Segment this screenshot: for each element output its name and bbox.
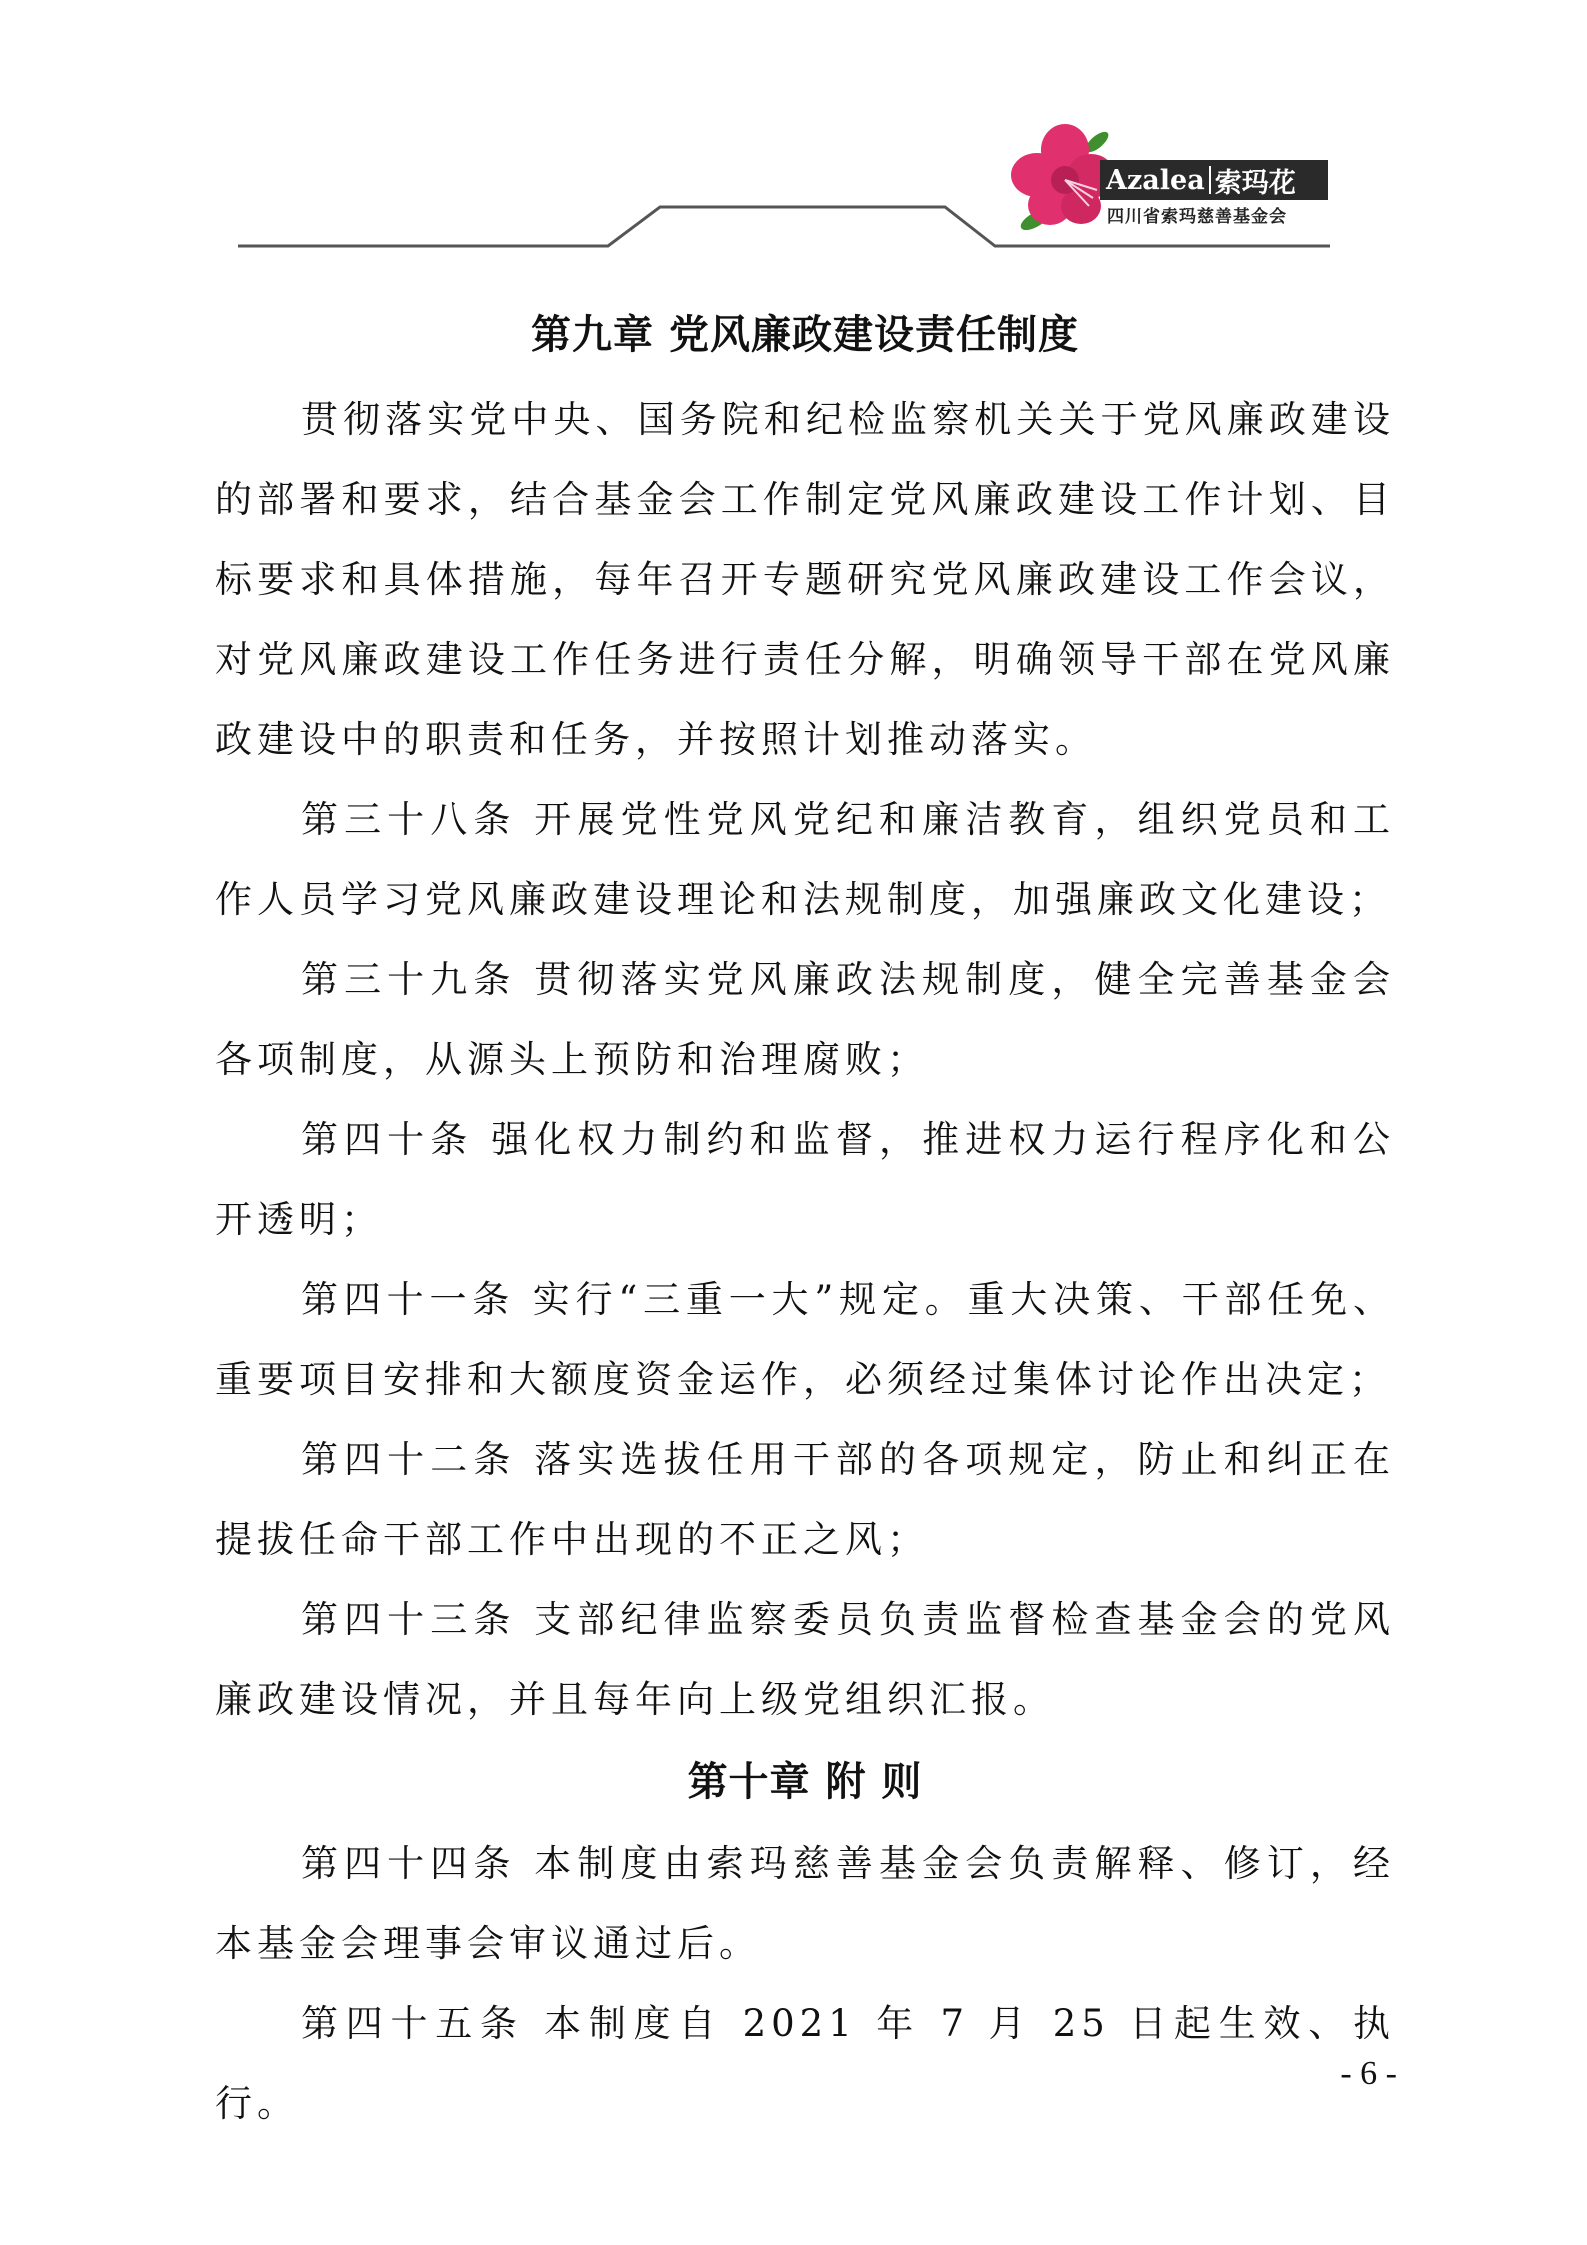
logo-banner [1100,160,1328,200]
article-38: 第三十八条 开展党性党风党纪和廉洁教育，组织党员和工作人员学习党风廉政建设理论和法规制度，加强廉政文化建设； [215,798,1395,921]
chapter-10-title: 第十章 附 则 [687,1759,923,1805]
foundation-logo [1005,120,1335,240]
logo-separator [1209,166,1211,194]
logo-brand-latin: Azalea [1106,164,1205,196]
chapter-9-title: 第九章 党风廉政建设责任制度 [531,312,1079,358]
article-41: 第四十一条 实行“三重一大”规定。重大决策、干部任免、重要项目安排和大额度资金运作，必须经过集体讨论作出决定； [215,1278,1395,1401]
article-42: 第四十二条 落实选拔任用干部的各项规定，防止和纠正在提拔任命干部工作中出现的不正之风； [215,1438,1395,1561]
page-number: - 6 - [1340,2055,1397,2092]
header-rule [0,0,1587,260]
article-40: 第四十条 强化权力制约和监督，推进权力运行程序化和公开透明； [215,1118,1395,1241]
logo-brand-cn: 索玛花 [1214,167,1296,199]
chapter-9-intro: 贯彻落实党中央、国务院和纪检监察机关关于党风廉政建设的部署和要求，结合基金会工作制定党风廉政建设工作计划、目标要求和具体措施，每年召开专题研究党风廉政建设工作会议，对党风廉政建设工作任务进行责任分解，明确领导干部在党风廉政建设中的职责和任务，并按照计划推动落实。 [215,398,1395,761]
article-44: 第四十四条 本制度由索玛慈善基金会负责解释、修订，经本基金会理事会审议通过后。 [215,1842,1395,1965]
document-body [215,300,1395,2144]
logo-organization-name: 四川省索玛慈善基金会 [1107,207,1287,227]
article-43: 第四十三条 支部纪律监察委员负责监督检查基金会的党风廉政建设情况，并且每年向上级党组织汇报。 [215,1598,1395,1721]
article-39: 第三十九条 贯彻落实党风廉政法规制度，健全完善基金会各项制度，从源头上预防和治理腐败； [215,958,1395,1081]
article-45: 第四十五条 本制度自 2021 年 7 月 25 日起生效、执行。 [215,2002,1395,2125]
